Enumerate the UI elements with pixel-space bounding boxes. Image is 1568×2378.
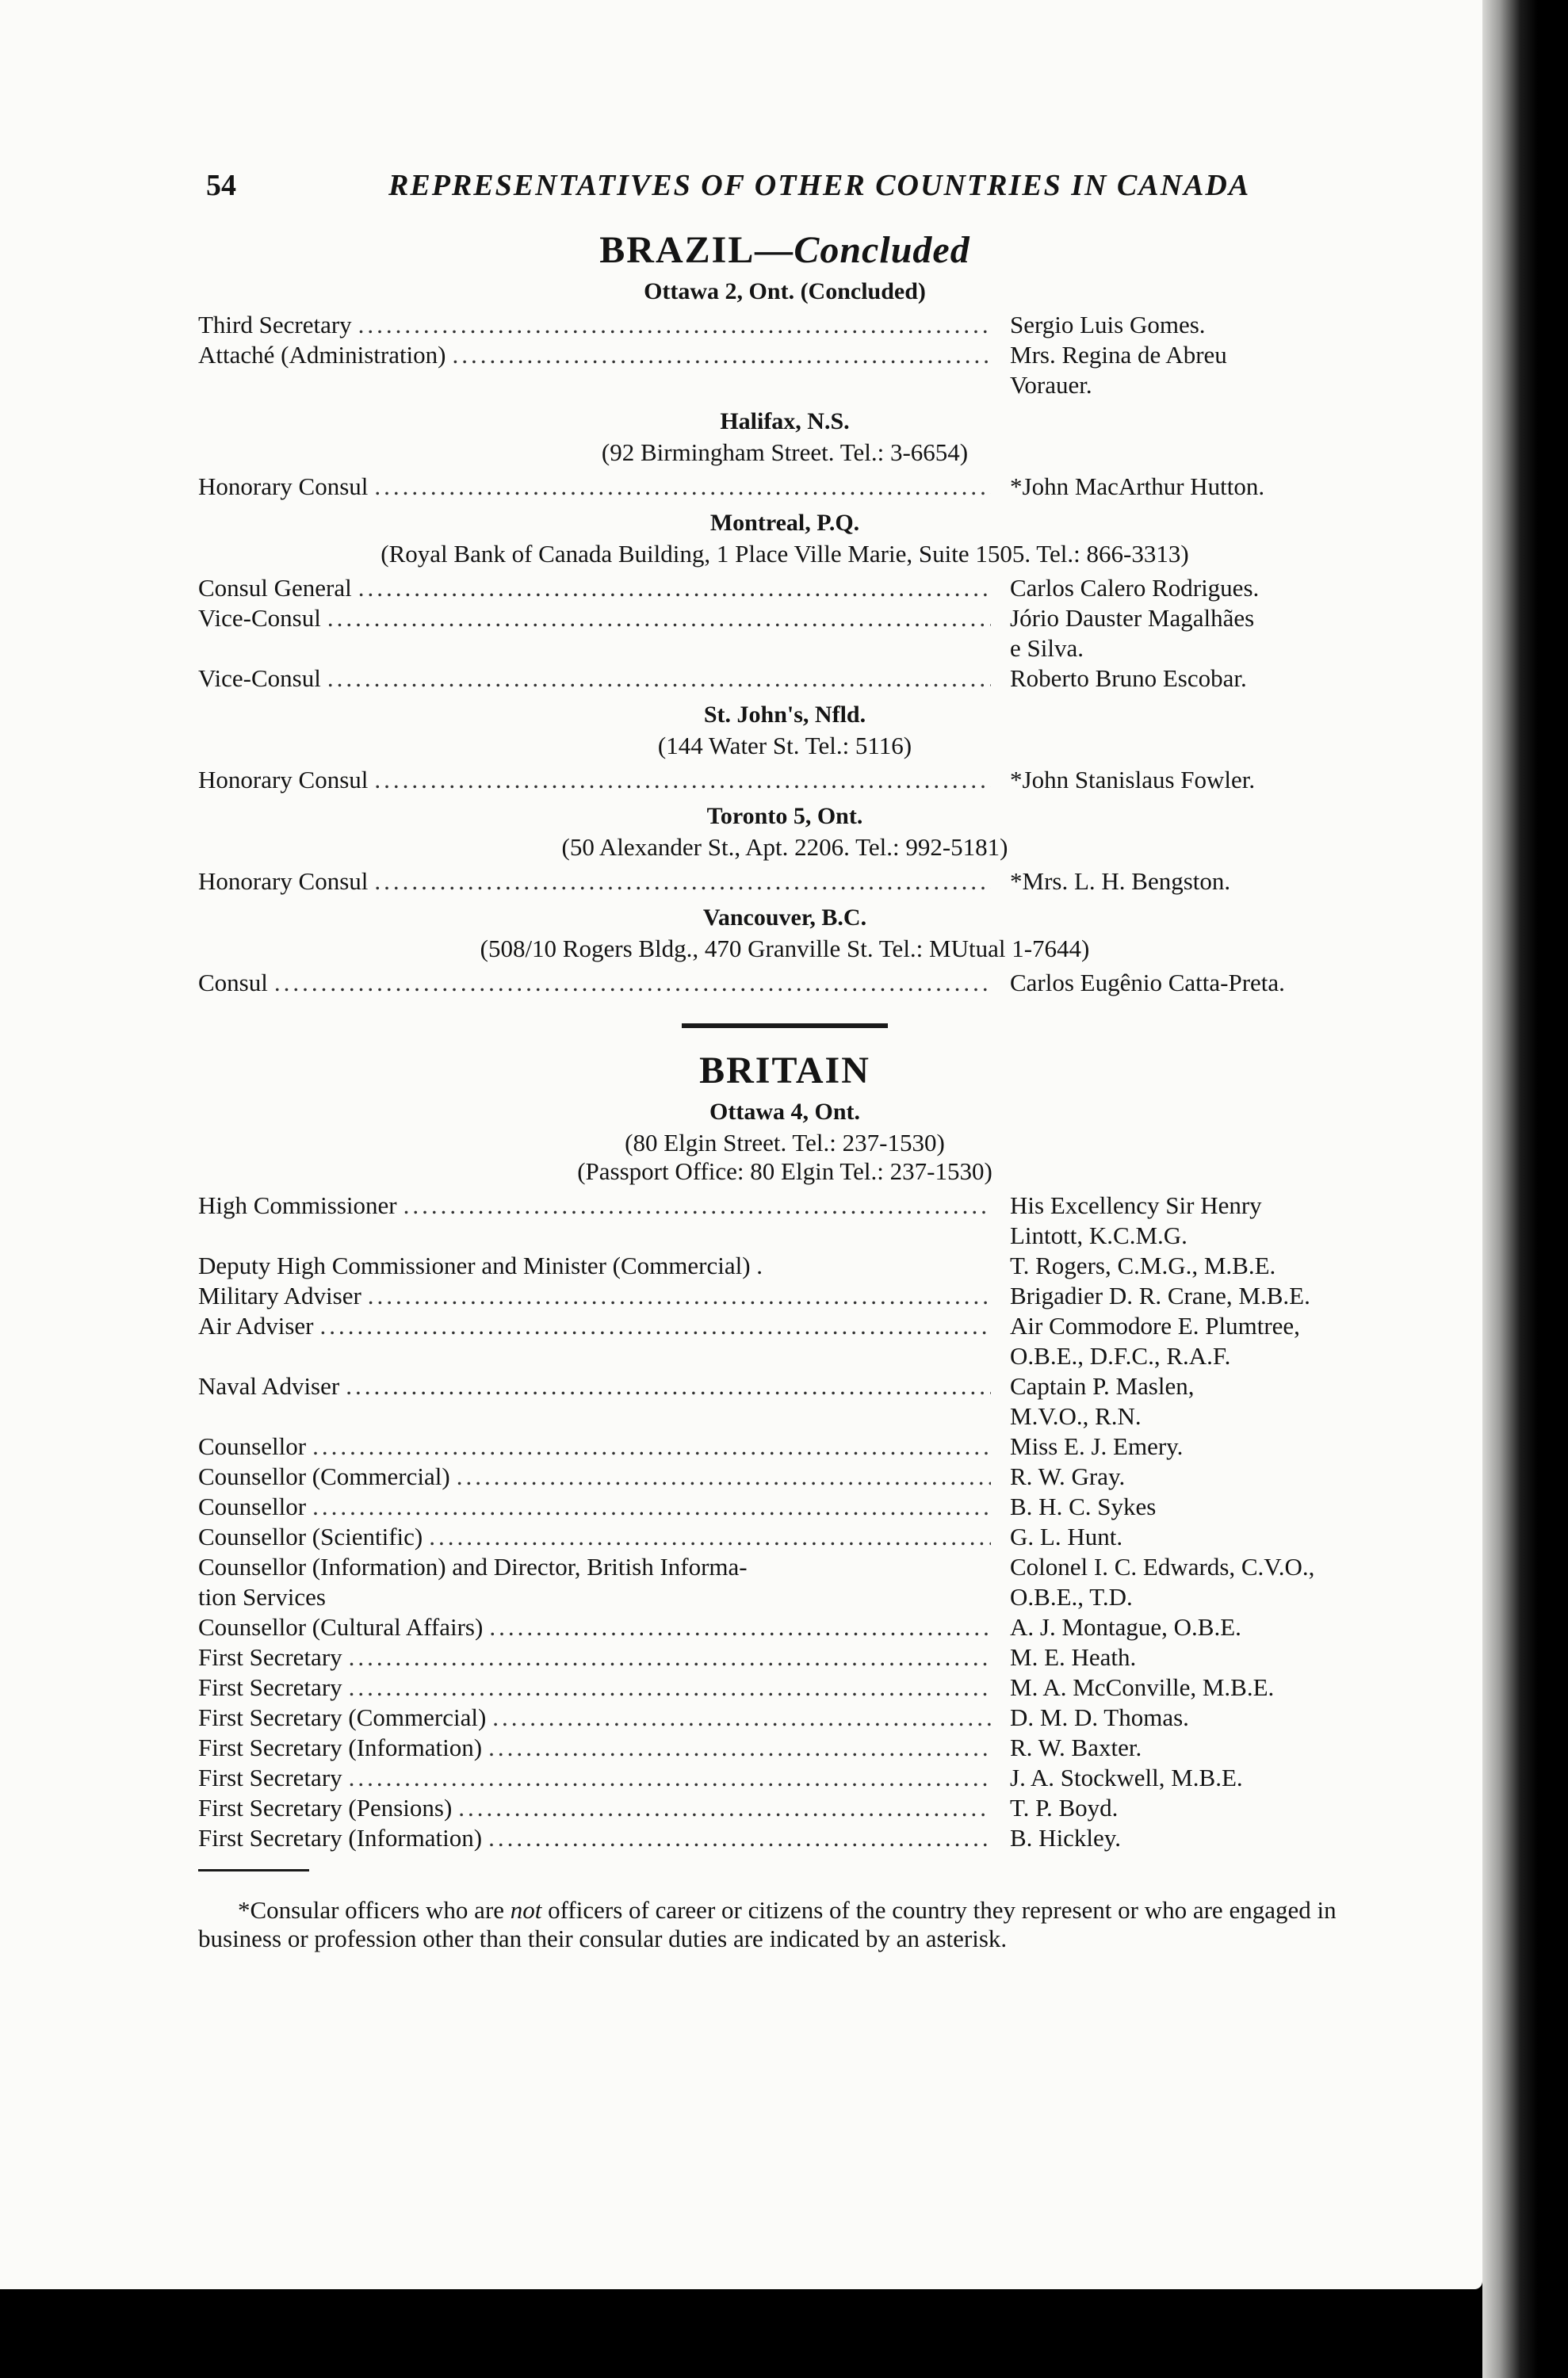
staff-list [198, 573, 1371, 694]
staff-name: Captain P. Maslen, M.V.O., R.N. [1010, 1372, 1195, 1430]
role-column [198, 1642, 991, 1673]
dot-leader [358, 573, 991, 603]
role-column [198, 1191, 991, 1221]
dot-leader [458, 1793, 991, 1823]
dot-leader [368, 1281, 991, 1311]
dot-leader [320, 1311, 991, 1341]
staff-entry [198, 1311, 1371, 1371]
staff-name: D. M. D. Thomas. [1010, 1703, 1189, 1731]
staff-role: High Commissioner [198, 1191, 397, 1219]
staff-entry [198, 603, 1371, 663]
role-column [198, 968, 991, 998]
staff-entry [198, 866, 1371, 897]
dot-leader [327, 663, 991, 694]
role-column [198, 866, 991, 897]
staff-role: Counsellor (Cultural Affairs) [198, 1613, 484, 1641]
country-name: BRAZIL [599, 229, 755, 271]
dot-leader [453, 340, 992, 370]
staff-entry [198, 1432, 1371, 1462]
role-column [198, 1522, 991, 1552]
staff-list [198, 866, 1371, 897]
dot-leader [374, 472, 991, 502]
staff-name: Carlos Calero Rodrigues. [1010, 574, 1260, 602]
footnote-text-end: officers of career or citizens of the country they represent or who are engaged in business or profession other than their consular duties are indicated by an asterisk. [198, 1896, 1337, 1952]
staff-name: M. A. McConville, M.B.E. [1010, 1673, 1275, 1701]
staff-entry [198, 765, 1371, 795]
dot-leader [429, 1522, 991, 1552]
staff-list [198, 1191, 1371, 1853]
office-address: (Royal Bank of Canada Building, 1 Place Ville Marie, Suite 1505. Tel.: 866-3313) [381, 540, 1189, 568]
staff-name: Sergio Luis Gomes. [1010, 311, 1206, 338]
dot-leader [349, 1763, 991, 1793]
role-column [198, 1793, 991, 1823]
staff-name: T. P. Boyd. [1010, 1794, 1119, 1822]
page-number: 54 [206, 169, 236, 202]
staff-name: A. J. Montague, O.B.E. [1010, 1613, 1241, 1641]
staff-name: B. H. C. Sykes [1010, 1493, 1157, 1520]
staff-name: Carlos Eugênio Catta-Preta. [1010, 969, 1285, 996]
staff-role: Consul General [198, 574, 352, 602]
staff-entry [198, 1371, 1371, 1432]
staff-name: T. Rogers, C.M.G., M.B.E. [1010, 1252, 1276, 1279]
staff-name: Colonel I. C. Edwards, C.V.O., O.B.E., T.D. [1010, 1553, 1315, 1611]
role-column [198, 1823, 991, 1853]
staff-name: J. A. Stockwell, M.B.E. [1010, 1764, 1243, 1791]
footnote-rule [198, 1869, 309, 1871]
staff-role: First Secretary (Pensions) [198, 1794, 453, 1822]
office-city: Ottawa 4, Ont. [709, 1099, 860, 1125]
role-column [198, 1432, 991, 1462]
office-city: Vancouver, B.C. [702, 904, 867, 931]
page-content [198, 159, 1371, 1978]
dot-leader [349, 1673, 991, 1703]
role-column [198, 573, 991, 603]
staff-list [198, 765, 1371, 795]
staff-name: *John MacArthur Hutton. [1010, 472, 1265, 500]
staff-role: First Secretary (Information) [198, 1824, 483, 1852]
staff-name: Air Commodore E. Plumtree, O.B.E., D.F.C., R.A.F. [1010, 1312, 1300, 1370]
running-head [198, 159, 1371, 208]
staff-name: Mrs. Regina de Abreu Vorauer. [1010, 341, 1227, 399]
staff-list [198, 310, 1371, 400]
staff-role: Deputy High Commissioner and Minister (Commercial) . [198, 1252, 763, 1279]
staff-entry [198, 310, 1371, 340]
staff-role: First Secretary [198, 1764, 342, 1791]
staff-entry [198, 472, 1371, 502]
dot-leader [488, 1823, 991, 1853]
staff-entry [198, 340, 1371, 400]
staff-name: M. E. Heath. [1010, 1643, 1137, 1671]
staff-name: His Excellency Sir Henry Lintott, K.C.M.G. [1010, 1191, 1262, 1249]
country-heading [198, 1049, 1371, 1092]
role-column [198, 472, 991, 502]
country-heading [198, 228, 1371, 272]
office-city: Halifax, N.S. [720, 408, 850, 434]
office-address: (144 Water St. Tel.: 5116) [657, 732, 912, 759]
staff-role: Counsellor (Information) and Director, British Informa- tion Services [198, 1553, 748, 1611]
role-column [198, 1251, 991, 1281]
staff-name: *Mrs. L. H. Bengston. [1010, 867, 1231, 895]
staff-role: Third Secretary [198, 311, 352, 338]
office-city: Montreal, P.Q. [709, 510, 860, 536]
footnote-emphasis: not [510, 1896, 542, 1924]
staff-role: Honorary Consul [198, 867, 369, 895]
office-city: Ottawa 2, Ont. (Concluded) [644, 278, 926, 304]
dot-leader [274, 968, 991, 998]
role-column [198, 1703, 991, 1733]
staff-entry [198, 1552, 1371, 1612]
role-column [198, 1281, 991, 1311]
staff-entry [198, 1703, 1371, 1733]
staff-name: B. Hickley. [1010, 1824, 1122, 1852]
role-column [198, 663, 991, 694]
role-column [198, 765, 991, 795]
staff-role: Counsellor [198, 1432, 307, 1460]
office-address: (508/10 Rogers Bldg., 470 Granville St. Tel.: MUtual 1-7644) [480, 935, 1090, 962]
role-column [198, 340, 991, 370]
staff-name: R. W. Gray. [1010, 1462, 1126, 1490]
role-column [198, 1763, 991, 1793]
staff-role: Vice-Consul [198, 664, 321, 692]
staff-role: Vice-Consul [198, 604, 321, 632]
dot-leader [457, 1462, 991, 1492]
role-column [198, 1673, 991, 1703]
staff-entry [198, 1191, 1371, 1251]
role-column [198, 310, 991, 340]
staff-role: Consul [198, 969, 268, 996]
staff-entry [198, 1642, 1371, 1673]
staff-entry [198, 1251, 1371, 1281]
dot-leader [327, 603, 991, 633]
staff-name: Miss E. J. Emery. [1010, 1432, 1184, 1460]
staff-role: Counsellor (Scientific) [198, 1523, 423, 1550]
staff-entry [198, 573, 1371, 603]
staff-entry [198, 1793, 1371, 1823]
staff-name: Jório Dauster Magalhães e Silva. [1010, 604, 1255, 662]
staff-role: First Secretary [198, 1643, 342, 1671]
staff-entry [198, 1522, 1371, 1552]
office-address: (50 Alexander St., Apt. 2206. Tel.: 992-5181) [561, 833, 1008, 861]
staff-role: Honorary Consul [198, 766, 369, 793]
office-city: St. John's, Nfld. [703, 702, 866, 728]
dot-leader [312, 1432, 991, 1462]
staff-name: *John Stanislaus Fowler. [1010, 766, 1256, 793]
country-continuation: —Concluded [755, 229, 970, 271]
dot-leader [492, 1703, 991, 1733]
staff-role: Attaché (Administration) [198, 341, 446, 369]
staff-role: Military Adviser [198, 1282, 361, 1309]
office-address: (80 Elgin Street. Tel.: 237-1530) (Passport Office: 80 Elgin Tel.: 237-1530) [577, 1129, 992, 1185]
staff-entry [198, 663, 1371, 694]
role-column [198, 1733, 991, 1763]
staff-role: Counsellor (Commercial) [198, 1462, 450, 1490]
role-column [198, 1462, 991, 1492]
role-column [198, 1492, 991, 1522]
role-column [198, 1612, 991, 1642]
staff-entry [198, 1763, 1371, 1793]
dot-leader [374, 866, 991, 897]
staff-role: Counsellor [198, 1493, 307, 1520]
staff-entry [198, 1612, 1371, 1642]
staff-entry [198, 1462, 1371, 1492]
staff-name: G. L. Hunt. [1010, 1523, 1123, 1550]
staff-role: Air Adviser [198, 1312, 314, 1340]
staff-name: Brigadier D. R. Crane, M.B.E. [1010, 1282, 1310, 1309]
staff-role: First Secretary (Commercial) [198, 1703, 487, 1731]
country-name: BRITAIN [699, 1049, 870, 1092]
footnote [198, 1896, 1371, 1953]
staff-name: R. W. Baxter. [1010, 1734, 1142, 1761]
staff-list [198, 968, 1371, 998]
dot-leader [374, 765, 991, 795]
staff-entry [198, 1733, 1371, 1763]
section-divider [682, 1023, 888, 1028]
dot-leader [403, 1191, 991, 1221]
dot-leader [489, 1612, 991, 1642]
staff-role: Honorary Consul [198, 472, 369, 500]
office-city: Toronto 5, Ont. [706, 803, 863, 829]
book-spine-shadow [1482, 0, 1568, 2378]
staff-role: Naval Adviser [198, 1372, 340, 1400]
staff-role: First Secretary (Information) [198, 1734, 483, 1761]
staff-entry [198, 1281, 1371, 1311]
dot-leader [312, 1492, 991, 1522]
dot-leader [488, 1733, 991, 1763]
role-column [198, 1552, 991, 1612]
running-title: REPRESENTATIVES OF OTHER COUNTRIES IN CANADA [388, 169, 1251, 202]
directory-sections [198, 228, 1371, 1853]
role-column [198, 1371, 991, 1401]
office-address: (92 Birmingham Street. Tel.: 3-6654) [601, 438, 969, 466]
staff-entry [198, 1673, 1371, 1703]
staff-entry [198, 968, 1371, 998]
dot-leader [346, 1371, 991, 1401]
dot-leader [349, 1642, 991, 1673]
staff-name: Roberto Bruno Escobar. [1010, 664, 1247, 692]
dot-leader [358, 310, 991, 340]
role-column [198, 603, 991, 633]
staff-role: First Secretary [198, 1673, 342, 1701]
role-column [198, 1311, 991, 1341]
footnote-text-start: *Consular officers who are [238, 1896, 511, 1924]
staff-entry [198, 1492, 1371, 1522]
staff-list [198, 472, 1371, 502]
staff-entry [198, 1823, 1371, 1853]
